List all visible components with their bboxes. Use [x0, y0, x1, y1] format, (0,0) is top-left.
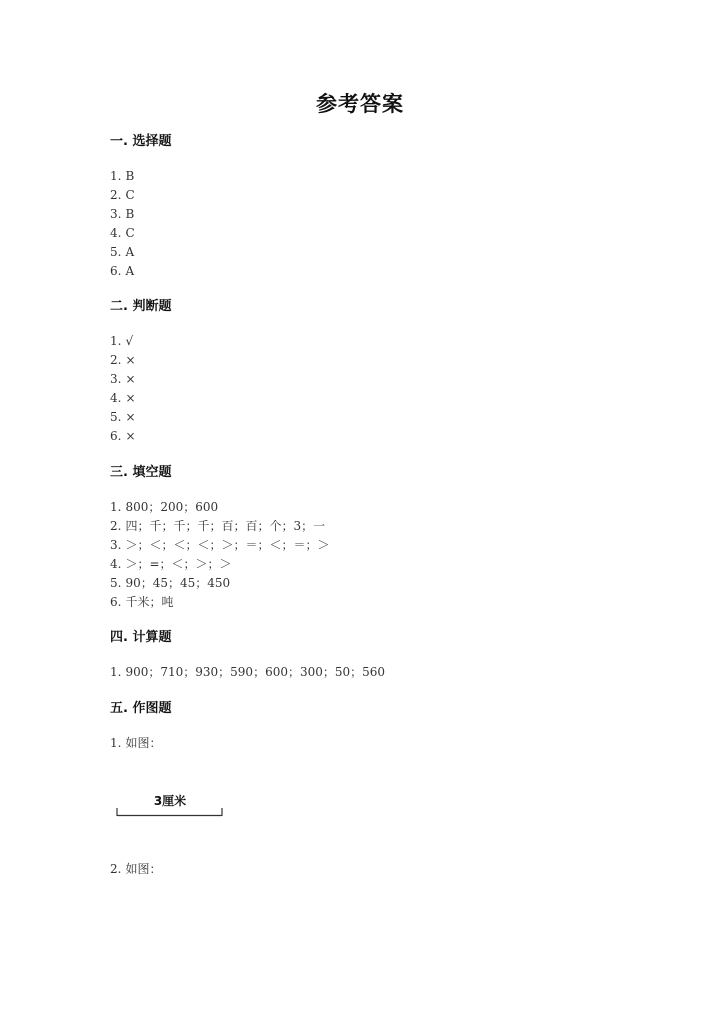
- answer-line: [110, 427, 670, 446]
- answer-list: [110, 332, 670, 446]
- answer-line: [110, 860, 161, 879]
- answer-text: ＞；=；＜；＞；＞: [125, 557, 232, 571]
- answer-list: [110, 167, 670, 281]
- answer-number: 2.: [110, 862, 122, 876]
- answer-number: 1.: [110, 736, 122, 750]
- answer-line: [110, 167, 670, 186]
- answer-line: [110, 555, 670, 574]
- answer-number: 1.: [110, 169, 122, 183]
- answer-number: 3.: [110, 207, 122, 221]
- answer-text: A: [125, 245, 135, 259]
- answer-number: 5.: [110, 576, 122, 590]
- answer-line: [110, 593, 670, 612]
- answer-text: ×: [125, 391, 136, 405]
- answer-text: 千米；吨: [125, 595, 174, 609]
- answer-list: [110, 498, 670, 612]
- answer-line: [110, 332, 670, 351]
- answer-number: 1.: [110, 334, 122, 348]
- section-heading: 三. 填空题: [110, 465, 172, 480]
- answer-text: 四；千；千；千；百；百；个；3；一: [125, 519, 326, 533]
- section-heading: 四. 计算题: [110, 630, 172, 645]
- answer-number: 3.: [110, 372, 122, 386]
- answer-number: 2.: [110, 353, 122, 367]
- answer-line: [110, 517, 670, 536]
- answer-text: 900；710；930；590；600；300；50；560: [125, 665, 386, 679]
- section-judgement: [110, 297, 670, 446]
- answer-line: [110, 536, 670, 555]
- answer-text: C: [125, 226, 135, 240]
- answer-text: A: [125, 264, 135, 278]
- answer-number: 6.: [110, 429, 122, 443]
- answer-text: 如图：: [125, 736, 162, 750]
- section-heading: 二. 判断题: [110, 299, 172, 314]
- answer-number: 5.: [110, 410, 122, 424]
- page-title: 参考答案: [316, 92, 404, 116]
- answer-line: [110, 186, 670, 205]
- answer-line: [110, 734, 670, 753]
- answer-text: ×: [125, 372, 136, 386]
- section-heading: 一. 选择题: [110, 134, 172, 149]
- answer-text: 800；200；600: [125, 500, 219, 514]
- answer-number: 4.: [110, 226, 122, 240]
- answer-number: 6.: [110, 264, 122, 278]
- answer-number: 4.: [110, 391, 122, 405]
- answer-line: [110, 408, 670, 427]
- answer-line: [110, 205, 670, 224]
- answer-number: 1.: [110, 665, 122, 679]
- answer-line: [110, 389, 670, 408]
- answer-number: 3.: [110, 538, 122, 552]
- answer-list: [110, 663, 670, 682]
- section-heading: 五. 作图题: [110, 701, 172, 716]
- answer-list: [110, 734, 670, 753]
- answer-line: [110, 574, 670, 593]
- answer-text: 90；45；45；450: [125, 576, 231, 590]
- answer-text: B: [125, 169, 135, 183]
- section-fill-blank: [110, 463, 670, 612]
- answer-text: C: [125, 188, 135, 202]
- section-choice: [110, 132, 670, 281]
- answer-line: [110, 224, 670, 243]
- answer-number: 5.: [110, 245, 122, 259]
- answer-text: 如图：: [125, 862, 162, 876]
- answer-text: ×: [125, 429, 136, 443]
- answer-line: [110, 498, 670, 517]
- section-calculation: [110, 628, 670, 682]
- answer-text: B: [125, 207, 135, 221]
- answer-number: 4.: [110, 557, 122, 571]
- answer-number: 1.: [110, 500, 122, 514]
- section-drawing: [110, 699, 670, 753]
- answer-text: ×: [125, 353, 136, 367]
- answer-line: [110, 663, 670, 682]
- segment-length-label: 3厘米: [153, 794, 187, 808]
- answer-line: [110, 262, 670, 281]
- answer-number: 6.: [110, 595, 122, 609]
- answer-line: [110, 351, 670, 370]
- line-segment-drawing: [116, 790, 224, 818]
- answer-line: [110, 370, 670, 389]
- answer-line: [110, 243, 670, 262]
- answer-number: 2.: [110, 188, 122, 202]
- answer-text: ＞；＜；＜；＜；＞；＝；＜；＝；＞: [125, 538, 330, 552]
- answer-number: 2.: [110, 519, 122, 533]
- answer-text: ×: [125, 410, 136, 424]
- answer-text: √: [125, 334, 134, 348]
